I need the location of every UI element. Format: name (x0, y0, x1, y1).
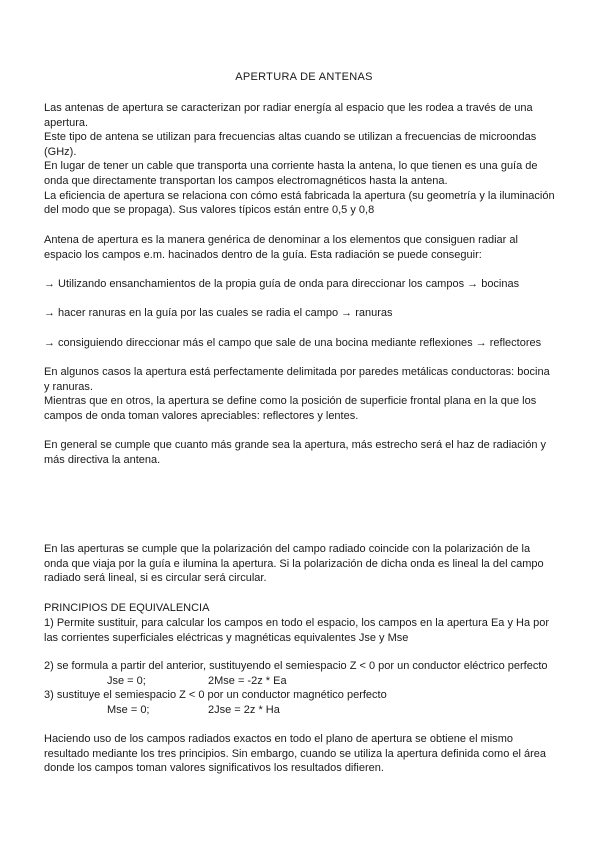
principle-2-equation-left: Jse = 0; (107, 675, 146, 687)
text-line: Antena de apertura es la manera genérica de denominar a los elementos que consiguen radiar al (44, 234, 518, 246)
principle-3: 3) sustituye el semiespacio Z < 0 por un conductor magnético perfecto (44, 689, 387, 701)
text-line: donde los campos toman valores significativos los resultados difieren. (44, 762, 384, 775)
text-line: espacio los campos e.m. hacinados dentro de la guía. Esta radiación se puede conseguir: (44, 248, 482, 261)
text-line: y ranuras. (44, 380, 93, 393)
text-line: resultado mediante los tres principios. Sin embargo, cuando se utiliza la apertura definida como el área (44, 747, 547, 760)
directivity-paragraph (44, 438, 564, 467)
text-line: En las aperturas se cumple que la polarización del campo radiado coincide con la polarización de la (44, 543, 531, 555)
text-line: 1) Permite sustituir, para calcular los campos en todo el espacio, los campos en la apertura Ea y Ha por (44, 617, 550, 629)
text-line: radiado será lineal, si es circular será circular. (44, 572, 267, 585)
polarization-paragraph (44, 542, 564, 586)
text-line: onda que viaja por la guía e ilumina la apertura. Si la polarización de dicha onda es lineal la del campo (44, 557, 544, 570)
principle-2: 2) se formula a partir del anterior, sustituyendo el semiespacio Z < 0 por un conductor eléctrico perfecto (44, 660, 548, 672)
section-heading: PRINCIPIOS DE EQUIVALENCIA (44, 602, 210, 614)
text-line: Las antenas de apertura se caracterizan por radiar energía al espacio que les rodea a través de una (44, 102, 533, 114)
text-line: Este tipo de antena se utilizan para frecuencias altas cuando se utilizan a frecuencias de microondas (44, 131, 537, 144)
conclusion-paragraph (44, 732, 564, 776)
text-line: (GHz). (44, 145, 77, 158)
text-line: del modo que se propaga). Sus valores típicos están entre 0,5 y 0,8 (44, 204, 375, 217)
principle-1 (44, 616, 564, 645)
text-line: las corrientes superficiales eléctricas y magnéticas equivalentes Jse y Mse (44, 631, 409, 644)
principle-2-equation-right: 2Mse = -2z * Ea (208, 675, 287, 687)
text-line: campos de onda toman valores apreciables: reflectores y lentes. (44, 409, 359, 422)
document-title: APERTURA DE ANTENAS (235, 71, 373, 83)
text-line: En algunos casos la apertura está perfectamente delimitada por paredes metálicas conductoras: bocina (44, 366, 550, 378)
method-bocinas: → Utilizando ensanchamientos de la propia guía de onda para direccionar los campos → bocinas (44, 278, 520, 290)
text-line: En general se cumple que cuanto más grande sea la apertura, más estrecho será el haz de radiación y (44, 439, 547, 451)
delimitation-paragraph (44, 365, 564, 423)
principle-3-equation-left: Mse = 0; (107, 704, 150, 716)
method-ranuras: → hacer ranuras en la guía por las cuales se radia el campo → ranuras (44, 307, 393, 319)
text-line: Mientras que en otros, la apertura se define como la posición de superficie frontal plana en la que los (44, 395, 537, 408)
intro-paragraph (44, 101, 564, 218)
definition-paragraph (44, 233, 564, 262)
text-line: onda que directamente transportan los campos electromagnéticos hasta la antena. (44, 174, 448, 187)
text-line: Haciendo uso de los campos radiados exactos en todo el plano de apertura se obtiene el mismo (44, 733, 514, 745)
principle-3-equation-right: 2Jse = 2z * Ha (208, 704, 280, 716)
method-reflectores: → consiguiendo direccionar más el campo que sale de una bocina mediante reflexiones → reflectores (44, 337, 542, 349)
text-line: En lugar de tener un cable que transporta una corriente hasta la antena, lo que tienen es una guía de (44, 160, 538, 173)
text-line: apertura. (44, 116, 89, 129)
text-line: La eficiencia de apertura se relaciona con cómo está fabricada la apertura (su geometría y la iluminación (44, 189, 555, 202)
text-line: más directiva la antena. (44, 453, 161, 466)
